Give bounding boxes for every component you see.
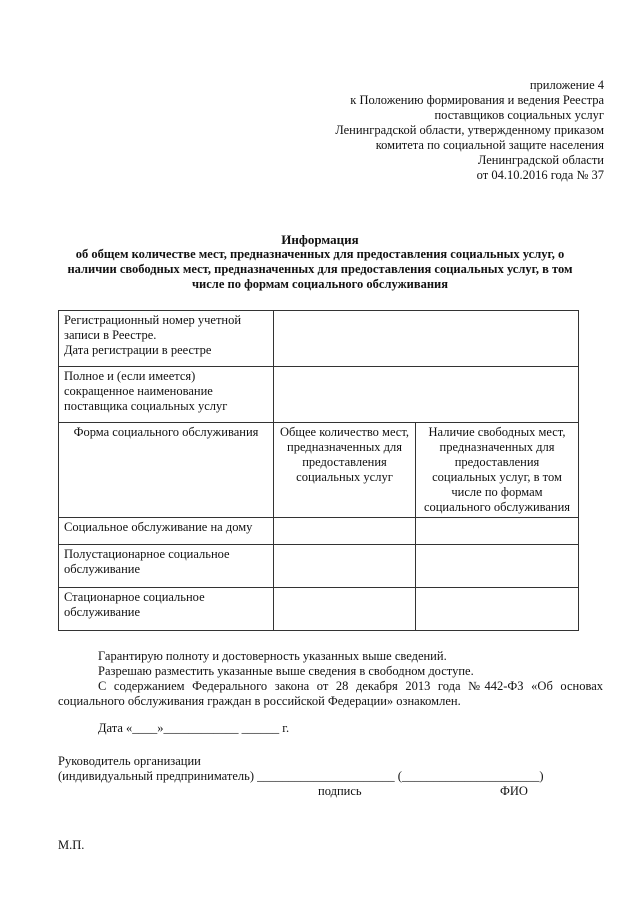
fio-caption: ФИО <box>500 784 528 798</box>
table-row <box>59 367 579 423</box>
free-places-cell[interactable] <box>416 588 579 631</box>
guarantee-statement: Гарантирую полноту и достоверность указанных выше сведений. <box>98 649 447 663</box>
form-semi-stationary-label: Полустационарное социальное обслуживание <box>59 545 274 588</box>
form-home-label: Социальное обслуживание на дому <box>59 518 274 545</box>
appendix-line: поставщиков социальных услуг <box>434 108 604 122</box>
column-header-total-places: Общее количество мест, предназначенных для предоставления социальных услуг <box>274 423 416 518</box>
table-header-row <box>59 423 579 518</box>
info-table <box>58 310 579 631</box>
appendix-note <box>274 78 604 183</box>
title-line: наличии свободных мест, предназначенных для предоставления социальных услуг, в том <box>67 262 573 276</box>
free-places-cell[interactable] <box>416 518 579 545</box>
signature-caption: подпись <box>318 784 362 798</box>
form-stationary-label: Стационарное социальное обслуживание <box>59 588 274 631</box>
appendix-line: Ленинградской области, утвержденному приказом <box>335 123 604 137</box>
document-title <box>40 232 600 292</box>
table-row <box>59 545 579 588</box>
table-row <box>59 588 579 631</box>
column-header-form: Форма социального обслуживания <box>59 423 274 518</box>
appendix-line: приложение 4 <box>529 78 604 92</box>
title-heading: Информация <box>281 232 359 247</box>
stamp-placeholder: М.П. <box>58 838 85 852</box>
law-statement: С содержанием Федерального закона от 28 декабря 2013 года №442-ФЗ «Об основах социального обслуживания граждан в российской Федерации» ознакомлен. <box>58 679 603 708</box>
date-line[interactable]: Дата «____»____________ ______ г. <box>98 721 290 735</box>
appendix-line: Ленинградской области <box>477 153 604 167</box>
head-label: Руководитель организации <box>58 754 201 768</box>
appendix-line: от 04.10.2016 года № 37 <box>476 168 604 182</box>
reg-number-value-cell[interactable] <box>274 311 579 367</box>
reg-number-label: Регистрационный номер учетной записи в Реестре. Дата регистрации в реестре <box>59 311 274 367</box>
total-places-cell[interactable] <box>274 545 416 588</box>
permit-statement: Разрешаю разместить указанные выше сведения в свободном доступе. <box>98 664 474 678</box>
provider-name-value-cell[interactable] <box>274 367 579 423</box>
title-line: об общем количестве мест, предназначенных для предоставления социальных услуг, о <box>75 247 565 261</box>
free-places-cell[interactable] <box>416 545 579 588</box>
column-header-free-places: Наличие свободных мест, предназначенных для предоставления социальных услуг, в том числе по формам социального обслуживания <box>416 423 579 518</box>
signature-line[interactable]: (индивидуальный предприниматель) ______________________ (______________________) <box>58 769 544 783</box>
table-row <box>59 518 579 545</box>
title-line: числе по формам социального обслуживания <box>192 277 448 291</box>
table-row <box>59 311 579 367</box>
appendix-line: к Положению формирования и ведения Реестра <box>350 93 604 107</box>
appendix-line: комитета по социальной защите населения <box>375 138 604 152</box>
provider-name-label: Полное и (если имеется) сокращенное наименование поставщика социальных услуг <box>59 367 274 423</box>
total-places-cell[interactable] <box>274 518 416 545</box>
total-places-cell[interactable] <box>274 588 416 631</box>
